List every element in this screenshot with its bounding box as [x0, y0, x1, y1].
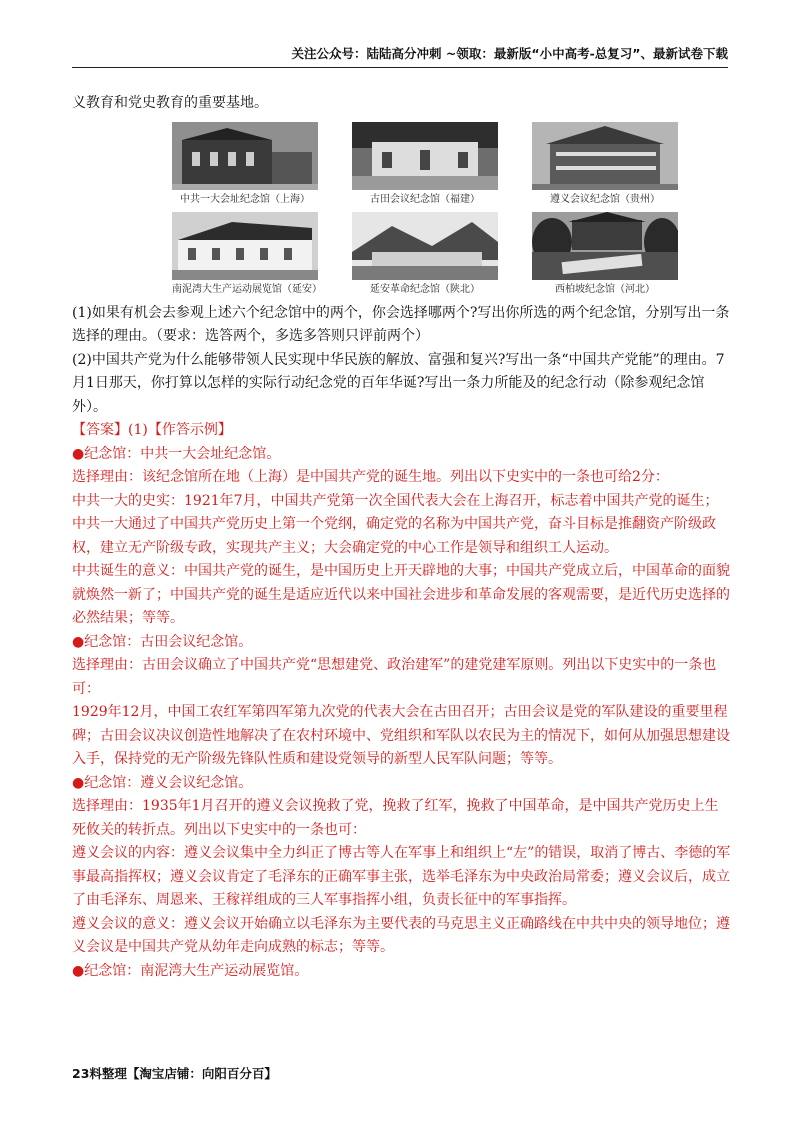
answer-paragraph: 选择理由：古田会议确立了中国共产党“思想建党、政治建军”的建党建军原则。列出以下史实中的一条也可： [72, 657, 717, 697]
answer-paragraph: 选择理由：1935年1月召开的遵义会议挽救了党，挽救了红军，挽救了中国革命，是中国共产党历史上生死攸关的转折点。列出以下史实中的一条也可： [72, 798, 719, 838]
photo-building [352, 212, 498, 280]
answer-paragraph: 1929年12月，中国工农红军第四军第九次党的代表大会在古田召开；古田会议是党的军队建设的重要里程碑；古田会议决议创造性地解决了在农村环境中、党组织和军队以农民为主的情况下，如何从加强思想建设入手，保持党的无产阶级先锋队性质和建设党领导的新型人民军队问题；等等。 [72, 704, 730, 767]
photo-building [172, 212, 318, 280]
intro-text: 义教育和党史教育的重要基地。 [72, 95, 268, 111]
photo-cell [172, 122, 318, 210]
answer-paragraph: ●纪念馆：古田会议纪念馆。 [72, 633, 253, 650]
page-header: 关注公众号：陆陆高分冲刺 ~领取：最新版“小中高考-总复习”、最新试卷下载 [72, 44, 728, 68]
photo-caption: 南泥湾大生产运动展览馆（延安） [172, 283, 322, 295]
answer-paragraph: ●纪念馆：中共一大会址纪念馆。 [72, 445, 281, 462]
photo-cell [352, 122, 498, 210]
photo-cell [352, 212, 498, 300]
photo-building [352, 122, 498, 190]
answer-paragraph: 选择理由：该纪念馆所在地（上海）是中国共产党的诞生地。列出以下史实中的一条也可给2分： [72, 469, 669, 485]
photo-cell [532, 212, 678, 300]
answer-paragraph: 中共诞生的意义：中国共产党的诞生，是中国历史上开天辟地的大事；中国共产党成立后，中国革命的面貌就焕然一新了；中国共产党的诞生是适应近代以来中国社会进步和革命发展的客观需要，是近代历史选择的必然结果；等等。 [72, 563, 730, 626]
answer-label: 【答案】(1)【作答示例】 [72, 422, 232, 438]
photo-cell [532, 122, 678, 210]
photo-caption: 西柏坡纪念馆（河北） [555, 283, 655, 295]
photo-caption: 延安革命纪念馆（陕北） [370, 283, 480, 295]
photo-cell [172, 212, 322, 300]
answer-paragraph: 遵义会议的内容：遵义会议集中全力纠正了博古等人在军事上和组织上“左”的错误，取消了博古、李德的军事最高指挥权；遵义会议肯定了毛泽东的正确军事主张，选举毛泽东为中央政治局常委；遵义会议后，成立了由毛泽东、周恩来、王稼祥组成的三人军事指挥小组，负责长征中的军事指挥。 [72, 845, 731, 908]
photo-caption: 遵义会议纪念馆（贵州） [550, 193, 660, 205]
question-1: (1)如果有机会去参观上述六个纪念馆中的两个，你会选择哪两个?写出你所选的两个纪念馆，分别写出一条选择的理由。（要求：选答两个，多选多答则只评前两个） [72, 304, 730, 344]
page-content [72, 92, 732, 983]
answer-paragraph: ●纪念馆：南泥湾大生产运动展览馆。 [72, 962, 309, 979]
question-2: (2)中国共产党为什么能够带领人民实现中华民族的解放、富强和复兴?写出一条“中国共产党能”的理由。7月1日那天，你打算以怎样的实际行动纪念党的百年华诞?写出一条力所能及的纪念行动（除参观纪念馆外）。 [72, 351, 725, 415]
photo-building [532, 122, 678, 190]
photo-caption: 中共一大会址纪念馆（上海） [180, 193, 310, 205]
memorial-photo-grid [172, 122, 732, 300]
photo-building [172, 122, 318, 190]
answer-paragraph: 遵义会议的意义：遵义会议开始确立以毛泽东为主要代表的马克思主义正确路线在中共中央的领导地位；遵义会议是中国共产党从幼年走向成熟的标志；等等。 [72, 915, 730, 955]
answer-paragraph: 中共一大的史实：1921年7月，中国共产党第一次全国代表大会在上海召开，标志着中国共产党的诞生；中共一大通过了中国共产党历史上第一个党纲，确定党的名称为中国共产党，奋斗目标是推翻资产阶级政权，建立无产阶级专政，实现共产主义；大会确定党的中心工作是领导和组织工人运动。 [72, 492, 719, 556]
page-footer: 23料整理【淘宝店铺：向阳百分百】 [72, 1066, 277, 1081]
answer-paragraph: ●纪念馆：遵义会议纪念馆。 [72, 774, 253, 791]
photo-caption: 古田会议纪念馆（福建） [370, 193, 480, 205]
photo-building [532, 212, 678, 280]
